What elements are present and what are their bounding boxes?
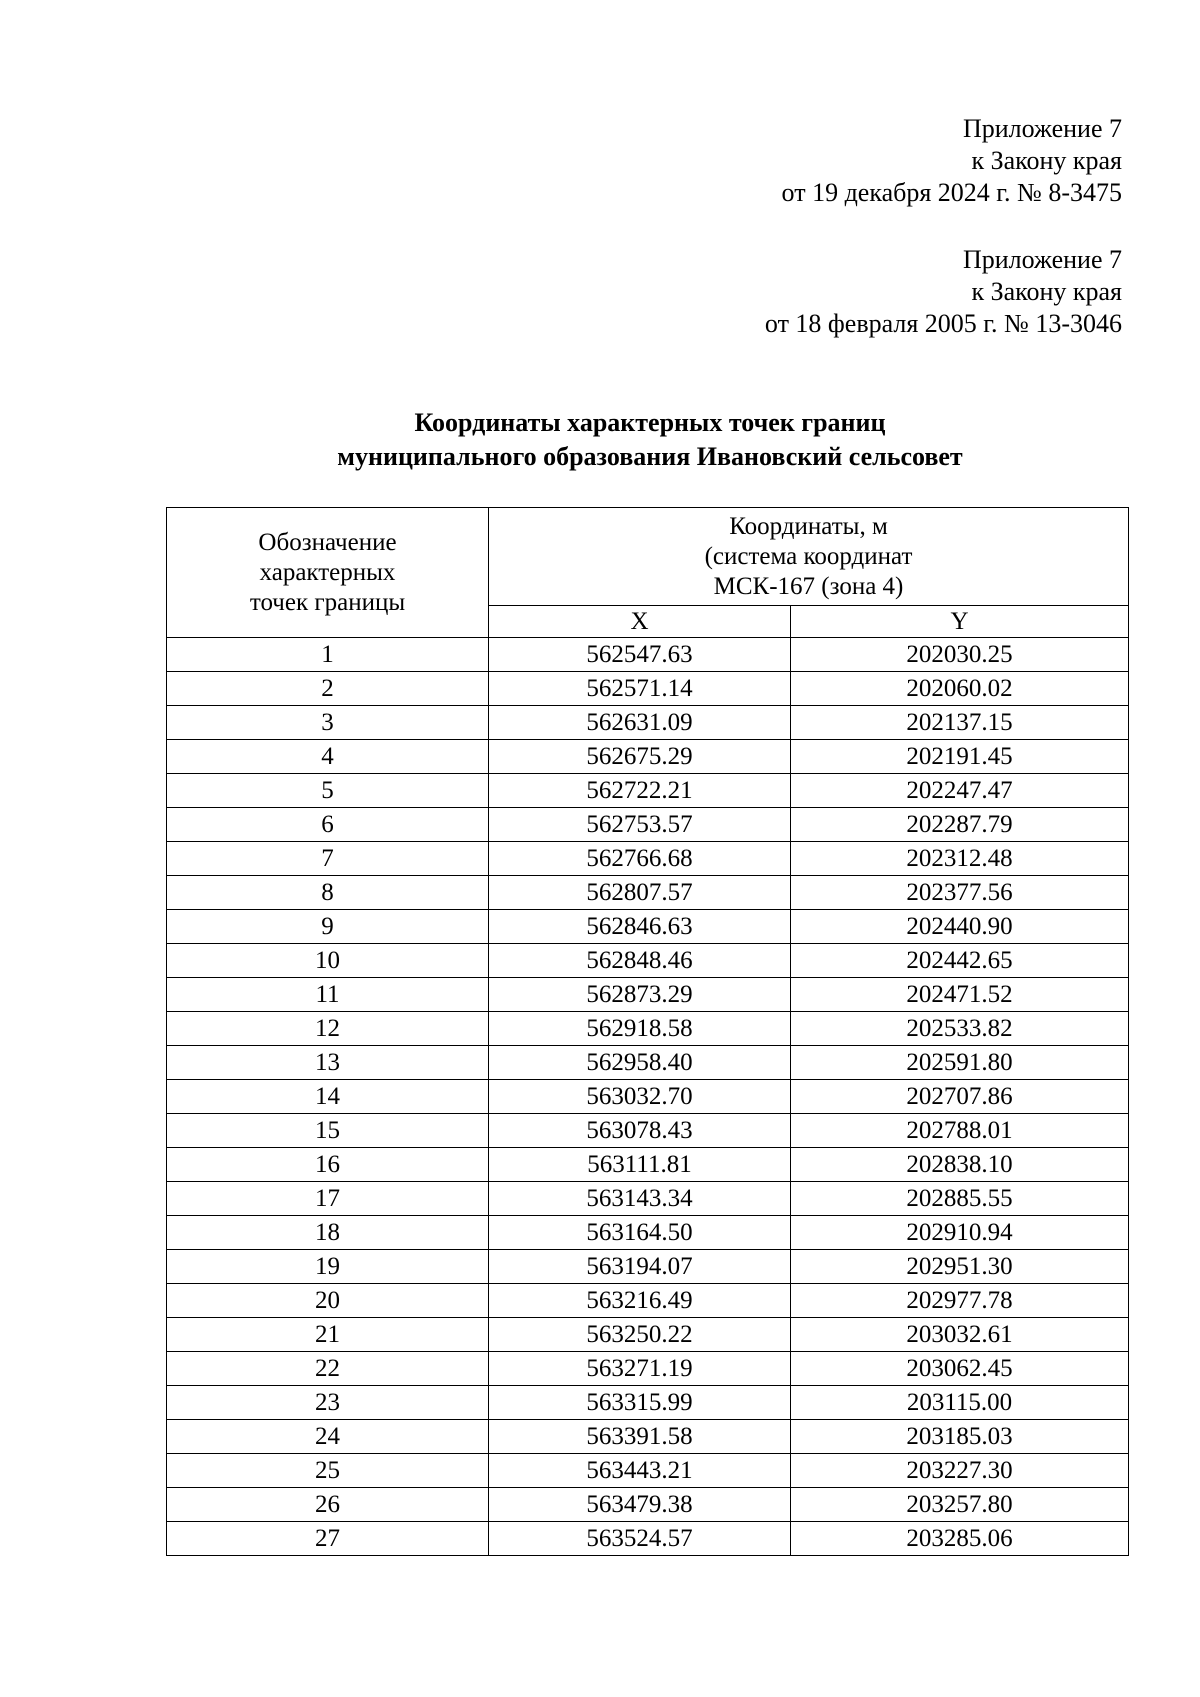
coordinates-table-body bbox=[167, 638, 1129, 1556]
y-coordinate-cell: 202442.65 bbox=[791, 944, 1129, 978]
table-row bbox=[167, 740, 1129, 774]
y-coordinate-cell: 203227.30 bbox=[791, 1454, 1129, 1488]
appendix-header-original bbox=[765, 244, 1122, 340]
table-row bbox=[167, 774, 1129, 808]
y-coordinate-cell: 202440.90 bbox=[791, 910, 1129, 944]
coordinates-header-line: МСК-167 (зона 4) bbox=[713, 572, 904, 600]
table-row bbox=[167, 808, 1129, 842]
table-row bbox=[167, 1420, 1129, 1454]
point-number-cell: 11 bbox=[167, 978, 489, 1012]
table-row bbox=[167, 944, 1129, 978]
point-number-cell: 26 bbox=[167, 1488, 489, 1522]
x-column-header: X bbox=[489, 606, 791, 638]
x-coordinate-cell: 563078.43 bbox=[489, 1114, 791, 1148]
y-coordinate-cell: 202788.01 bbox=[791, 1114, 1129, 1148]
table-row bbox=[167, 638, 1129, 672]
y-coordinate-cell: 202885.55 bbox=[791, 1182, 1129, 1216]
x-coordinate-cell: 563164.50 bbox=[489, 1216, 791, 1250]
point-number-cell: 3 bbox=[167, 706, 489, 740]
table-row bbox=[167, 1080, 1129, 1114]
x-coordinate-cell: 563443.21 bbox=[489, 1454, 791, 1488]
appendix-law-date: от 18 февраля 2005 г. № 13-3046 bbox=[764, 309, 1122, 338]
x-coordinate-cell: 563111.81 bbox=[489, 1148, 791, 1182]
table-row bbox=[167, 1284, 1129, 1318]
point-designation-header bbox=[167, 508, 489, 638]
document-title-line-2: муниципального образования Ивановский сельсовет bbox=[337, 442, 963, 471]
y-coordinate-cell: 202191.45 bbox=[791, 740, 1129, 774]
point-number-cell: 14 bbox=[167, 1080, 489, 1114]
appendix-law-date: от 19 декабря 2024 г. № 8-3475 bbox=[781, 178, 1122, 207]
point-number-cell: 4 bbox=[167, 740, 489, 774]
x-coordinate-cell: 563216.49 bbox=[489, 1284, 791, 1318]
appendix-label: Приложение 7 bbox=[962, 245, 1122, 274]
coordinates-header bbox=[489, 508, 1129, 606]
coordinates-table-header bbox=[167, 508, 1129, 638]
point-number-cell: 27 bbox=[167, 1522, 489, 1556]
y-coordinate-cell: 202533.82 bbox=[791, 1012, 1129, 1046]
x-coordinate-cell: 563194.07 bbox=[489, 1250, 791, 1284]
table-row bbox=[167, 672, 1129, 706]
point-number-cell: 12 bbox=[167, 1012, 489, 1046]
point-number-cell: 22 bbox=[167, 1352, 489, 1386]
y-coordinate-cell: 202377.56 bbox=[791, 876, 1129, 910]
point-header-line: точек границы bbox=[249, 588, 406, 616]
point-number-cell: 1 bbox=[167, 638, 489, 672]
table-row bbox=[167, 1522, 1129, 1556]
coordinates-table bbox=[166, 507, 1129, 1556]
table-row bbox=[167, 1182, 1129, 1216]
point-number-cell: 17 bbox=[167, 1182, 489, 1216]
point-number-cell: 13 bbox=[167, 1046, 489, 1080]
appendix-law-ref: к Закону края bbox=[971, 277, 1122, 306]
document-title-line-1: Координаты характерных точек границ bbox=[414, 408, 886, 437]
y-coordinate-cell: 202977.78 bbox=[791, 1284, 1129, 1318]
coordinates-header-line: (система координат bbox=[704, 542, 913, 570]
y-coordinate-cell: 202591.80 bbox=[791, 1046, 1129, 1080]
table-row bbox=[167, 1114, 1129, 1148]
x-coordinate-cell: 562873.29 bbox=[489, 978, 791, 1012]
table-row bbox=[167, 1250, 1129, 1284]
y-coordinate-cell: 202137.15 bbox=[791, 706, 1129, 740]
table-row bbox=[167, 1046, 1129, 1080]
appendix-law-ref: к Закону края bbox=[971, 146, 1122, 175]
point-number-cell: 25 bbox=[167, 1454, 489, 1488]
x-coordinate-cell: 562918.58 bbox=[489, 1012, 791, 1046]
x-coordinate-cell: 562807.57 bbox=[489, 876, 791, 910]
point-number-cell: 10 bbox=[167, 944, 489, 978]
y-coordinate-cell: 202707.86 bbox=[791, 1080, 1129, 1114]
x-coordinate-cell: 563143.34 bbox=[489, 1182, 791, 1216]
x-coordinate-cell: 563391.58 bbox=[489, 1420, 791, 1454]
x-coordinate-cell: 563271.19 bbox=[489, 1352, 791, 1386]
point-number-cell: 24 bbox=[167, 1420, 489, 1454]
appendix-header-current bbox=[782, 113, 1122, 209]
table-row bbox=[167, 1352, 1129, 1386]
point-number-cell: 7 bbox=[167, 842, 489, 876]
table-row bbox=[167, 978, 1129, 1012]
y-coordinate-cell: 202060.02 bbox=[791, 672, 1129, 706]
y-coordinate-cell: 203115.00 bbox=[791, 1386, 1129, 1420]
point-number-cell: 16 bbox=[167, 1148, 489, 1182]
point-number-cell: 5 bbox=[167, 774, 489, 808]
point-number-cell: 9 bbox=[167, 910, 489, 944]
y-column-header: Y bbox=[791, 606, 1129, 638]
table-row bbox=[167, 1148, 1129, 1182]
point-number-cell: 19 bbox=[167, 1250, 489, 1284]
x-coordinate-cell: 563250.22 bbox=[489, 1318, 791, 1352]
y-coordinate-cell: 203285.06 bbox=[791, 1522, 1129, 1556]
table-row bbox=[167, 910, 1129, 944]
point-header-line: характерных bbox=[259, 558, 396, 586]
y-coordinate-cell: 202838.10 bbox=[791, 1148, 1129, 1182]
y-coordinate-cell: 203185.03 bbox=[791, 1420, 1129, 1454]
point-number-cell: 8 bbox=[167, 876, 489, 910]
y-coordinate-cell: 202247.47 bbox=[791, 774, 1129, 808]
point-number-cell: 2 bbox=[167, 672, 489, 706]
appendix-label: Приложение 7 bbox=[962, 114, 1122, 143]
x-coordinate-cell: 562631.09 bbox=[489, 706, 791, 740]
y-coordinate-cell: 202312.48 bbox=[791, 842, 1129, 876]
x-coordinate-cell: 563315.99 bbox=[489, 1386, 791, 1420]
point-number-cell: 21 bbox=[167, 1318, 489, 1352]
y-coordinate-cell: 202287.79 bbox=[791, 808, 1129, 842]
x-coordinate-cell: 562766.68 bbox=[489, 842, 791, 876]
document-title bbox=[170, 406, 1130, 474]
x-coordinate-cell: 562846.63 bbox=[489, 910, 791, 944]
point-number-cell: 15 bbox=[167, 1114, 489, 1148]
y-coordinate-cell: 203062.45 bbox=[791, 1352, 1129, 1386]
table-row bbox=[167, 706, 1129, 740]
y-coordinate-cell: 202030.25 bbox=[791, 638, 1129, 672]
point-header-line: Обозначение bbox=[258, 528, 397, 556]
x-coordinate-cell: 563032.70 bbox=[489, 1080, 791, 1114]
table-row bbox=[167, 1318, 1129, 1352]
x-coordinate-cell: 562722.21 bbox=[489, 774, 791, 808]
table-row bbox=[167, 1454, 1129, 1488]
x-coordinate-cell: 562547.63 bbox=[489, 638, 791, 672]
x-coordinate-cell: 562848.46 bbox=[489, 944, 791, 978]
x-coordinate-cell: 562571.14 bbox=[489, 672, 791, 706]
x-coordinate-cell: 562675.29 bbox=[489, 740, 791, 774]
table-row bbox=[167, 1216, 1129, 1250]
x-coordinate-cell: 563479.38 bbox=[489, 1488, 791, 1522]
point-number-cell: 18 bbox=[167, 1216, 489, 1250]
table-row bbox=[167, 876, 1129, 910]
y-coordinate-cell: 203257.80 bbox=[791, 1488, 1129, 1522]
point-number-cell: 6 bbox=[167, 808, 489, 842]
y-coordinate-cell: 202951.30 bbox=[791, 1250, 1129, 1284]
table-row bbox=[167, 1012, 1129, 1046]
y-coordinate-cell: 202910.94 bbox=[791, 1216, 1129, 1250]
table-row bbox=[167, 1488, 1129, 1522]
y-coordinate-cell: 203032.61 bbox=[791, 1318, 1129, 1352]
point-number-cell: 23 bbox=[167, 1386, 489, 1420]
table-row bbox=[167, 842, 1129, 876]
table-row bbox=[167, 1386, 1129, 1420]
x-coordinate-cell: 563524.57 bbox=[489, 1522, 791, 1556]
x-coordinate-cell: 562753.57 bbox=[489, 808, 791, 842]
point-number-cell: 20 bbox=[167, 1284, 489, 1318]
y-coordinate-cell: 202471.52 bbox=[791, 978, 1129, 1012]
coordinates-header-line: Координаты, м bbox=[729, 512, 888, 540]
x-coordinate-cell: 562958.40 bbox=[489, 1046, 791, 1080]
